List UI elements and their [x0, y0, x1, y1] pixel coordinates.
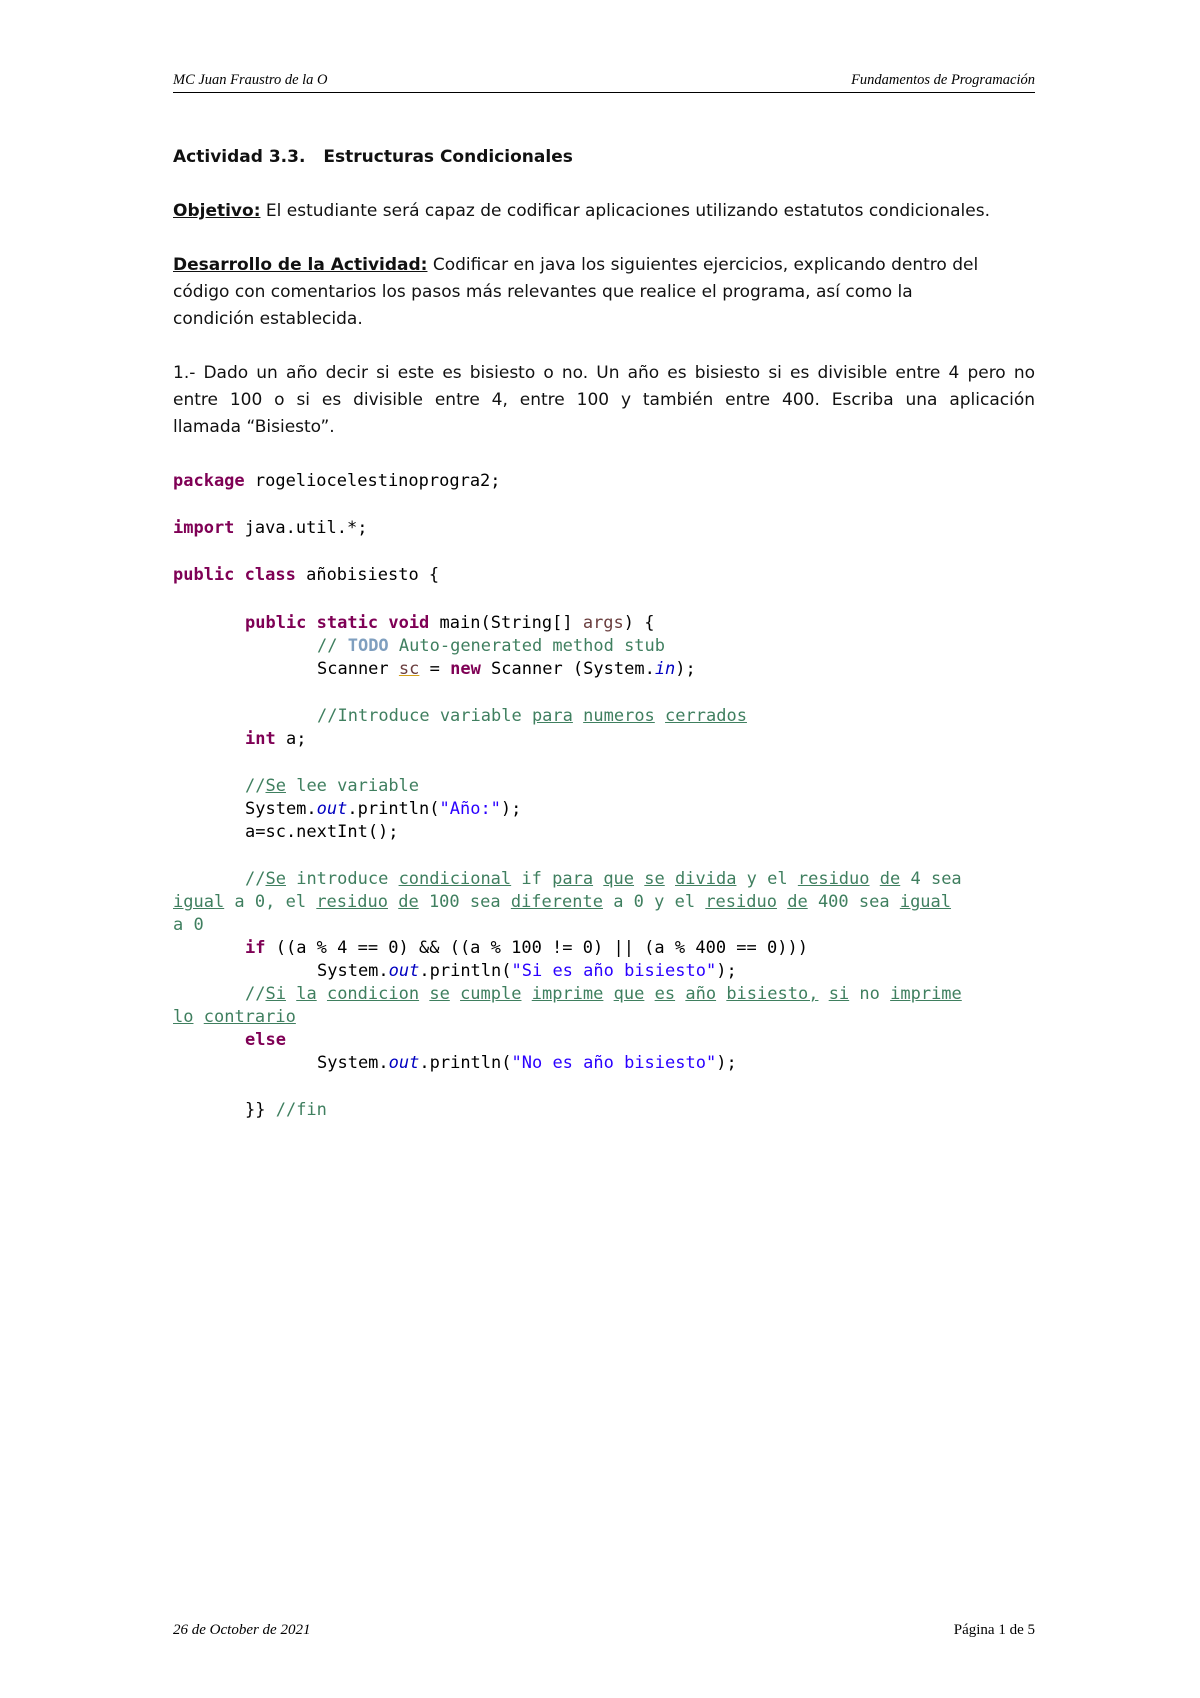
development-line-2: código con comentarios los pasos más relevantes que realice el programa, así como la: [173, 282, 913, 302]
comment-word: cumple: [460, 984, 522, 1004]
comment-word: divida: [675, 869, 737, 889]
todo-tag: TODO: [347, 636, 389, 656]
keyword: new: [450, 659, 481, 679]
comment: //: [245, 869, 266, 889]
field: in: [654, 659, 676, 679]
code-text: System.: [245, 799, 317, 819]
comment: if: [511, 869, 553, 889]
page-header: [173, 72, 1035, 93]
comment: introduce: [285, 869, 399, 889]
comment-word: lo: [173, 1007, 194, 1027]
comment-word: para: [531, 706, 573, 726]
comment-word: cerrados: [665, 706, 747, 726]
code-line-comment-3b: [173, 891, 951, 913]
comment-word: se: [429, 984, 450, 1004]
development-line-3: condición establecida.: [173, 309, 363, 329]
comment-word: residuo: [797, 869, 870, 889]
comment-word: imprime: [531, 984, 604, 1004]
code-text: java.util.*;: [234, 518, 368, 538]
code-line-int: [245, 728, 306, 750]
exercise-line-2: entre 100 o si es divisible entre 4, entre 100 y también entre 400. Escriba una aplicación: [173, 390, 1035, 410]
keyword: static: [316, 613, 379, 633]
comment-word: Si: [265, 984, 286, 1004]
code-text: a;: [275, 729, 307, 749]
comment-word: igual: [173, 892, 225, 912]
keyword: class: [244, 565, 296, 585]
keyword: public: [173, 565, 235, 585]
comment-word: Se: [265, 869, 286, 889]
code-line-todo: [317, 635, 665, 657]
variable: args: [582, 613, 624, 633]
activity-name: Estructuras Condicionales: [323, 147, 573, 167]
keyword: public: [245, 613, 307, 633]
comment-word: si: [828, 984, 850, 1004]
exercise-line-1: 1.- Dado un año decir si este es bisiesto o no. Un año es bisiesto si es divisible entre 4 pero no: [173, 363, 1035, 383]
variable: sc: [398, 659, 420, 679]
code-line-comment-4b: [173, 1006, 296, 1028]
header-course: Fundamentos de Programación: [851, 72, 1035, 88]
code-text: );: [716, 1053, 737, 1073]
comment: a 0, el: [224, 892, 317, 912]
comment-word: es: [654, 984, 676, 1004]
comment: y el: [736, 869, 798, 889]
objective-text: El estudiante será capaz de codificar aplicaciones utilizando estatutos condicionales.: [260, 201, 990, 221]
code-text: =: [419, 659, 451, 679]
code-text: );: [716, 961, 737, 981]
comment-word: numeros: [583, 706, 655, 726]
field: out: [388, 961, 420, 981]
comment: //: [317, 636, 348, 656]
comment-word: de: [787, 892, 808, 912]
code-line-assign: a=sc.nextInt();: [245, 822, 399, 842]
code-text: .println(: [419, 961, 512, 981]
code-line-comment-3: [245, 868, 962, 890]
code-line-print-1: [245, 798, 521, 820]
code-text: Scanner: [317, 659, 399, 679]
string-literal: "Si es año bisiesto": [511, 961, 717, 981]
comment: no: [849, 984, 891, 1004]
objective-label: Objetivo:: [173, 201, 261, 221]
comment-word: para: [552, 869, 594, 889]
development-text-1: Codificar en java los siguientes ejercicios, explicando dentro del: [427, 255, 979, 275]
code-line-if: [245, 937, 808, 959]
code-text: ((a % 4 == 0) && ((a % 100 != 0) || (a % 400 == 0))): [265, 938, 808, 958]
code-line-comment-2: [245, 775, 419, 797]
comment-word: igual: [899, 892, 952, 912]
activity-number: Actividad 3.3.: [173, 147, 306, 167]
code-text: rogeliocelestinoprogra2;: [244, 471, 501, 491]
string-literal: "No es año bisiesto": [511, 1053, 717, 1073]
comment-word: condicional: [398, 869, 512, 889]
code-text: ) {: [623, 613, 655, 633]
comment-word: Se: [265, 776, 286, 796]
comment: //Introduce variable: [317, 706, 532, 726]
keyword: int: [245, 729, 276, 749]
code-line-print-3: [317, 1052, 737, 1074]
code-line-comment-1: [317, 705, 747, 727]
code-text: );: [675, 659, 696, 679]
comment-word: que: [613, 984, 645, 1004]
keyword: else: [245, 1030, 286, 1050]
comment: //: [245, 984, 266, 1004]
header-author: MC Juan Fraustro de la O: [173, 72, 328, 88]
field: out: [388, 1053, 420, 1073]
objective-paragraph: [173, 200, 990, 222]
code-text: main(String[]: [429, 613, 583, 633]
page-footer: [173, 1622, 1035, 1644]
comment-word: residuo: [705, 892, 777, 912]
comment: 100 sea: [418, 892, 511, 912]
footer-page-number: Página 1 de 5: [953, 1622, 1035, 1638]
comment: 400 sea: [807, 892, 900, 912]
exercise-line-3: llamada “Bisiesto”.: [173, 417, 335, 437]
comment-word: que: [603, 869, 635, 889]
comment: //: [245, 776, 266, 796]
code-text: }}: [245, 1100, 276, 1120]
comment-word: se: [644, 869, 665, 889]
comment-word: imprime: [890, 984, 962, 1004]
code-text: );: [500, 799, 522, 819]
code-line-class: [173, 564, 439, 586]
comment-word: condicion: [326, 984, 420, 1004]
development-line-1: [173, 254, 978, 276]
keyword: void: [388, 613, 430, 633]
comment-word: residuo: [316, 892, 388, 912]
footer-date: 26 de October de 2021: [173, 1622, 311, 1638]
code-text: Scanner (System.: [480, 659, 655, 679]
keyword: import: [173, 518, 235, 538]
code-line-main: [245, 612, 655, 634]
comment-word: la: [296, 984, 317, 1004]
code-text: .println(: [419, 1053, 512, 1073]
comment: //fin: [275, 1100, 327, 1120]
comment-word: de: [879, 869, 901, 889]
comment-word: contrario: [203, 1007, 296, 1027]
code-line-package: [173, 470, 501, 492]
keyword: package: [173, 471, 245, 491]
comment-word: año: [685, 984, 717, 1004]
code-line-comment-3c: a 0: [173, 915, 204, 935]
comment: a 0 y el: [602, 892, 706, 912]
activity-title: [173, 146, 573, 168]
code-line-end: [245, 1099, 327, 1121]
comment-word: bisiesto,: [726, 984, 819, 1004]
comment: 4 sea: [900, 869, 962, 889]
code-text: System.: [317, 1053, 389, 1073]
field: out: [316, 799, 348, 819]
code-text: añobisiesto {: [295, 565, 440, 585]
code-line-scanner: [317, 658, 696, 680]
string-literal: "Año:": [439, 799, 501, 819]
code-text: .println(: [347, 799, 440, 819]
keyword: if: [245, 938, 266, 958]
comment: Auto-generated method stub: [388, 636, 666, 656]
development-label: Desarrollo de la Actividad:: [173, 255, 428, 275]
comment-word: diferente: [510, 892, 603, 912]
code-line-comment-4: [245, 983, 962, 1005]
code-line-import: [173, 517, 367, 539]
code-line-print-2: [317, 960, 737, 982]
comment-word: de: [398, 892, 419, 912]
comment: lee variable: [285, 776, 420, 796]
code-text: System.: [317, 961, 389, 981]
code-line-else: [245, 1029, 286, 1051]
